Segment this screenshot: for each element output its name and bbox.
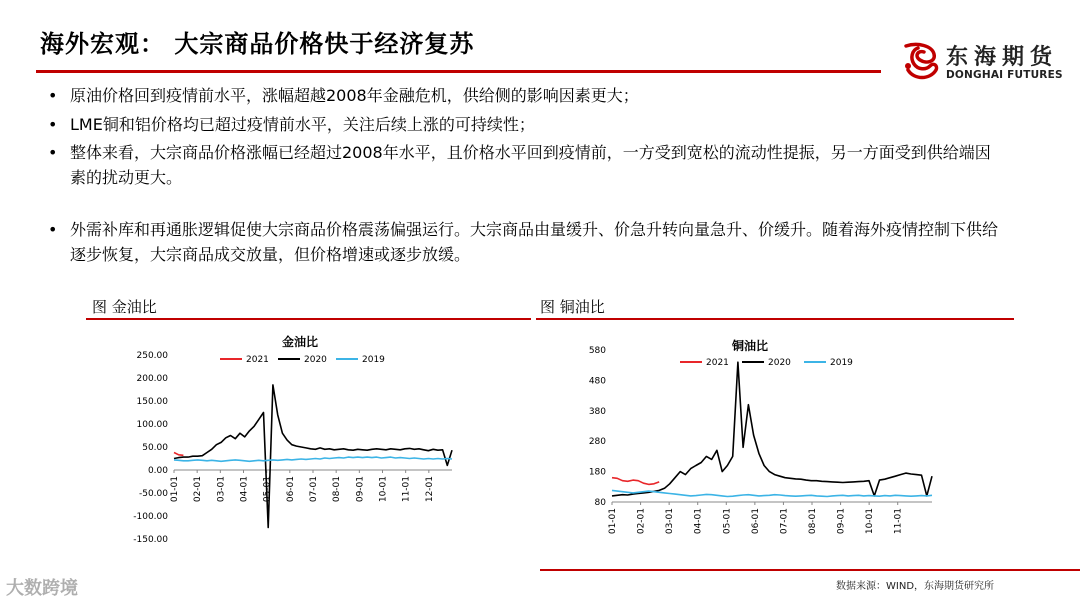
y-tick-label: 200.00 (136, 374, 168, 384)
x-tick-label: 08-01 (808, 508, 818, 535)
y-tick-label: 50.00 (142, 443, 168, 453)
y-tick-label: 250.00 (136, 351, 168, 361)
x-tick-label: 03-01 (665, 508, 676, 535)
bullet-text: 整体来看，大宗商品价格涨幅已经超过2008年水平，且价格水平回到疫情前，一方受到宽松的流动性提振，另一方面受到供给端因素的扰动更大。 (70, 143, 991, 187)
logo-mark-icon (898, 40, 942, 84)
y-tick-label: 280 (588, 437, 606, 448)
y-tick-label: 100.00 (136, 420, 168, 430)
legend-label: 2020 (304, 355, 327, 365)
figure-divider (536, 318, 1014, 320)
x-tick-label: 09-01 (836, 508, 847, 535)
y-tick-label: 80 (594, 498, 606, 508)
bullet-dot-icon: • (48, 86, 58, 105)
watermark: 大数跨境 (6, 578, 78, 599)
y-tick-label: 150.00 (136, 397, 168, 407)
bullet-text: LME铜和铝价格均已超过疫情前水平，关注后续上涨的可持续性； (70, 114, 535, 134)
bullet-item (48, 218, 998, 267)
bullet-item (48, 113, 998, 138)
company-logo (898, 40, 1063, 86)
footer-divider (540, 569, 1080, 571)
chart-title: 铜油比 (731, 339, 769, 353)
x-tick-label: 01-01 (608, 508, 618, 535)
y-tick-label: 580 (588, 346, 606, 356)
legend-label: 2021 (706, 358, 729, 368)
legend-label: 2020 (768, 358, 791, 368)
y-tick-label: 480 (588, 376, 606, 387)
copper-oil-chart (540, 322, 1000, 552)
x-tick-label: 02-01 (636, 508, 647, 535)
title-divider (36, 70, 881, 73)
x-tick-label: 02-01 (193, 476, 204, 503)
logo-name-en: DONGHAI FUTURES (946, 69, 1063, 81)
bullet-dot-icon: • (48, 220, 58, 239)
x-tick-label: 11-01 (401, 476, 412, 503)
series-line-2020 (174, 385, 452, 528)
y-tick-label: -50.00 (138, 489, 168, 499)
y-tick-label: 0.00 (147, 466, 168, 476)
bullet-dot-icon: • (48, 114, 58, 134)
bullet-item (48, 84, 998, 109)
figure-divider (86, 318, 531, 320)
x-tick-label: 03-01 (216, 476, 227, 503)
legend-label: 2021 (246, 355, 269, 365)
gold-oil-chart (90, 322, 530, 552)
x-tick-label: 09-01 (355, 476, 366, 503)
series-line-2021 (174, 453, 183, 456)
bullet-list (48, 84, 998, 271)
legend-label: 2019 (362, 355, 385, 365)
x-tick-label: 10-01 (378, 476, 389, 503)
series-line-2020 (612, 362, 932, 496)
logo-name-cn: 东海期货 (946, 45, 1059, 70)
y-tick-label: -100.00 (133, 512, 168, 522)
chart-title: 金油比 (281, 335, 319, 349)
x-tick-label: 05-01 (262, 476, 273, 503)
figure-label-gold-oil: 图 金油比 (92, 298, 157, 316)
x-tick-label: 01-01 (170, 476, 180, 503)
x-tick-label: 06-01 (750, 508, 761, 535)
series-line-2019 (174, 457, 452, 461)
x-tick-label: 07-01 (309, 476, 319, 503)
figure-label-copper-oil: 图 铜油比 (540, 298, 605, 316)
y-tick-label: 380 (588, 406, 606, 417)
x-tick-label: 07-01 (779, 508, 790, 535)
x-tick-label: 06-01 (285, 476, 296, 503)
y-tick-label: -150.00 (133, 535, 168, 545)
legend-label: 2019 (830, 358, 853, 368)
x-tick-label: 08-01 (332, 476, 343, 503)
x-tick-label: 05-01 (722, 508, 733, 535)
bullet-text: 原油价格回到疫情前水平，涨幅超越2008年金融危机，供给侧的影响因素更大； (70, 86, 639, 105)
data-source: 数据来源：WIND，东海期货研究所 (836, 581, 995, 592)
series-line-2019 (612, 490, 932, 496)
page-title: 海外宏观： 大宗商品价格快于经济复苏 (40, 30, 475, 58)
bullet-text: 外需补库和再通胀逻辑促使大宗商品价格震荡偏强运行。大宗商品由量缓升、价急升转向量急升、价缓升。随着海外疫情控制下供给逐步恢复，大宗商品成交放量，但价格增速或逐步放缓。 (70, 220, 999, 264)
y-tick-label: 180 (588, 467, 606, 478)
bullet-dot-icon: • (48, 143, 58, 162)
x-tick-label: 11-01 (893, 508, 904, 535)
x-tick-label: 04-01 (239, 476, 250, 503)
series-line-2021 (612, 478, 659, 485)
x-tick-label: 10-01 (865, 508, 876, 535)
x-tick-label: 12-01 (424, 476, 435, 503)
x-tick-label: 04-01 (693, 508, 704, 535)
bullet-item (48, 141, 998, 190)
